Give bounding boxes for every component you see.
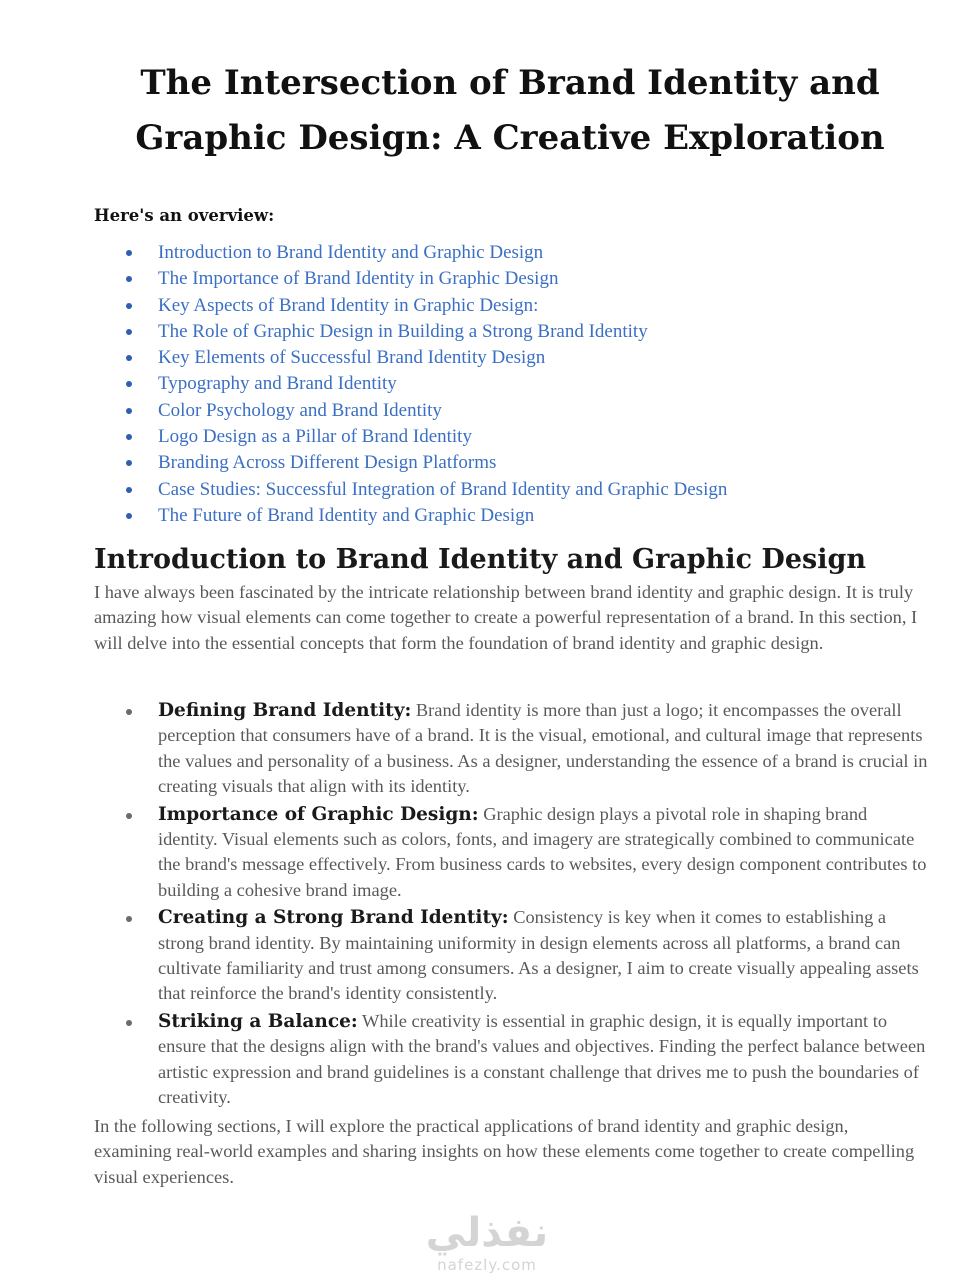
bullet-icon: [126, 513, 132, 519]
bullet-icon: [126, 813, 132, 819]
toc-link-label: Typography and Brand Identity: [158, 373, 397, 395]
bullet-icon: [126, 1020, 132, 1026]
toc-link[interactable]: [94, 371, 727, 397]
document-title: The Intersection of Brand Identity and Graphic Design: A Creative Exploration: [135, 63, 885, 158]
toc-link[interactable]: [94, 477, 727, 503]
toc-link[interactable]: [94, 398, 727, 424]
toc-link-label: Key Aspects of Brand Identity in Graphic Design:: [158, 294, 539, 316]
toc-link[interactable]: [94, 345, 727, 371]
toc-link[interactable]: [94, 450, 727, 476]
toc-link-label: The Importance of Brand Identity in Graphic Design: [158, 268, 559, 290]
list-item: [94, 1009, 929, 1110]
point-text: Graphic design plays a pivotal role in shaping brand identity. Visual elements such as colors, fonts, and imagery are strategically combined to communicate the brand's message effectively. From business cards to websites, every design component contributes to building a cohesive brand image.: [158, 803, 927, 900]
closing-paragraph: In the following sections, I will explore the practical applications of brand identity and graphic design, examining real-world examples and sharing insights on how these elements come together to create compelling visual experiences.: [94, 1116, 915, 1187]
toc-link-label: Branding Across Different Design Platforms: [158, 452, 497, 474]
bullet-icon: [126, 250, 132, 256]
point-text: Brand identity is more than just a logo; it encompasses the overall perception that consumers have of a brand. It is the visual, emotional, and cultural image that represents the values and personality of a business. As a designer, understanding the essence of a brand is crucial in creating visuals that align with its identity.: [158, 700, 928, 796]
watermark-logo-text: نفذلي: [425, 1210, 549, 1256]
overview-label: Here's an overview:: [94, 206, 275, 225]
toc-link-label: The Future of Brand Identity and Graphic Design: [158, 504, 535, 526]
bullet-icon: [126, 434, 132, 440]
bullet-icon: [126, 408, 132, 414]
bullet-icon: [126, 916, 132, 922]
point-term: Importance of Graphic Design:: [158, 803, 479, 825]
list-item: [94, 802, 929, 903]
list-item: [94, 698, 929, 799]
toc-link-label: Introduction to Brand Identity and Graphic Design: [158, 242, 544, 263]
toc-link[interactable]: [94, 424, 727, 450]
toc-link[interactable]: [94, 319, 727, 345]
bullet-icon: [126, 355, 132, 361]
point-term: Striking a Balance:: [158, 1011, 358, 1033]
toc-link-label: Color Psychology and Brand Identity: [158, 399, 442, 421]
bullet-icon: [126, 487, 132, 493]
toc-link[interactable]: [94, 503, 727, 529]
intro-paragraph: I have always been fascinated by the intricate relationship between brand identity and graphic design. It is truly amazing how visual elements can come together to create a powerful representation of a brand. In this section, I will delve into the essential concepts that form the foundation of brand identity and graphic design.: [94, 582, 918, 653]
bullet-icon: [126, 460, 132, 466]
point-term: Defining Brand Identity:: [158, 700, 412, 721]
bullet-icon: [126, 381, 132, 387]
bullet-icon: [126, 276, 132, 282]
bullet-icon: [126, 303, 132, 309]
toc-link[interactable]: [94, 240, 727, 266]
toc-link[interactable]: [94, 293, 727, 319]
toc-link-label: Case Studies: Successful Integration of Brand Identity and Graphic Design: [158, 478, 728, 500]
table-of-contents: [94, 240, 727, 529]
toc-link[interactable]: [94, 266, 727, 292]
section-heading: Introduction to Brand Identity and Graphic Design: [94, 544, 866, 575]
nafezly-watermark: [0, 1210, 974, 1274]
point-term: Creating a Strong Brand Identity:: [158, 907, 509, 929]
toc-link-label: The Role of Graphic Design in Building a Strong Brand Identity: [158, 320, 648, 342]
point-text: Consistency is key when it comes to establishing a strong brand identity. By maintaining uniformity in design elements across all platforms, a brand can cultivate familiarity and trust among consumers. As a designer, I aim to create visually appealing assets that reinforce the brand's identity consistently.: [158, 907, 919, 1004]
bullet-icon: [126, 709, 132, 715]
bullet-icon: [126, 329, 132, 335]
list-item: [94, 905, 929, 1006]
toc-link-label: Key Elements of Successful Brand Identity Design: [158, 347, 546, 369]
toc-link-label: Logo Design as a Pillar of Brand Identity: [158, 426, 472, 448]
point-text: While creativity is essential in graphic design, it is equally important to ensure that the designs align with the brand's values and objectives. Finding the perfect balance between artistic expression and brand guidelines is a constant challenge that drives me to push the boundaries of creativity.: [158, 1011, 926, 1107]
key-points-list: [94, 698, 929, 1113]
watermark-url: nafezly.com: [437, 1256, 537, 1274]
